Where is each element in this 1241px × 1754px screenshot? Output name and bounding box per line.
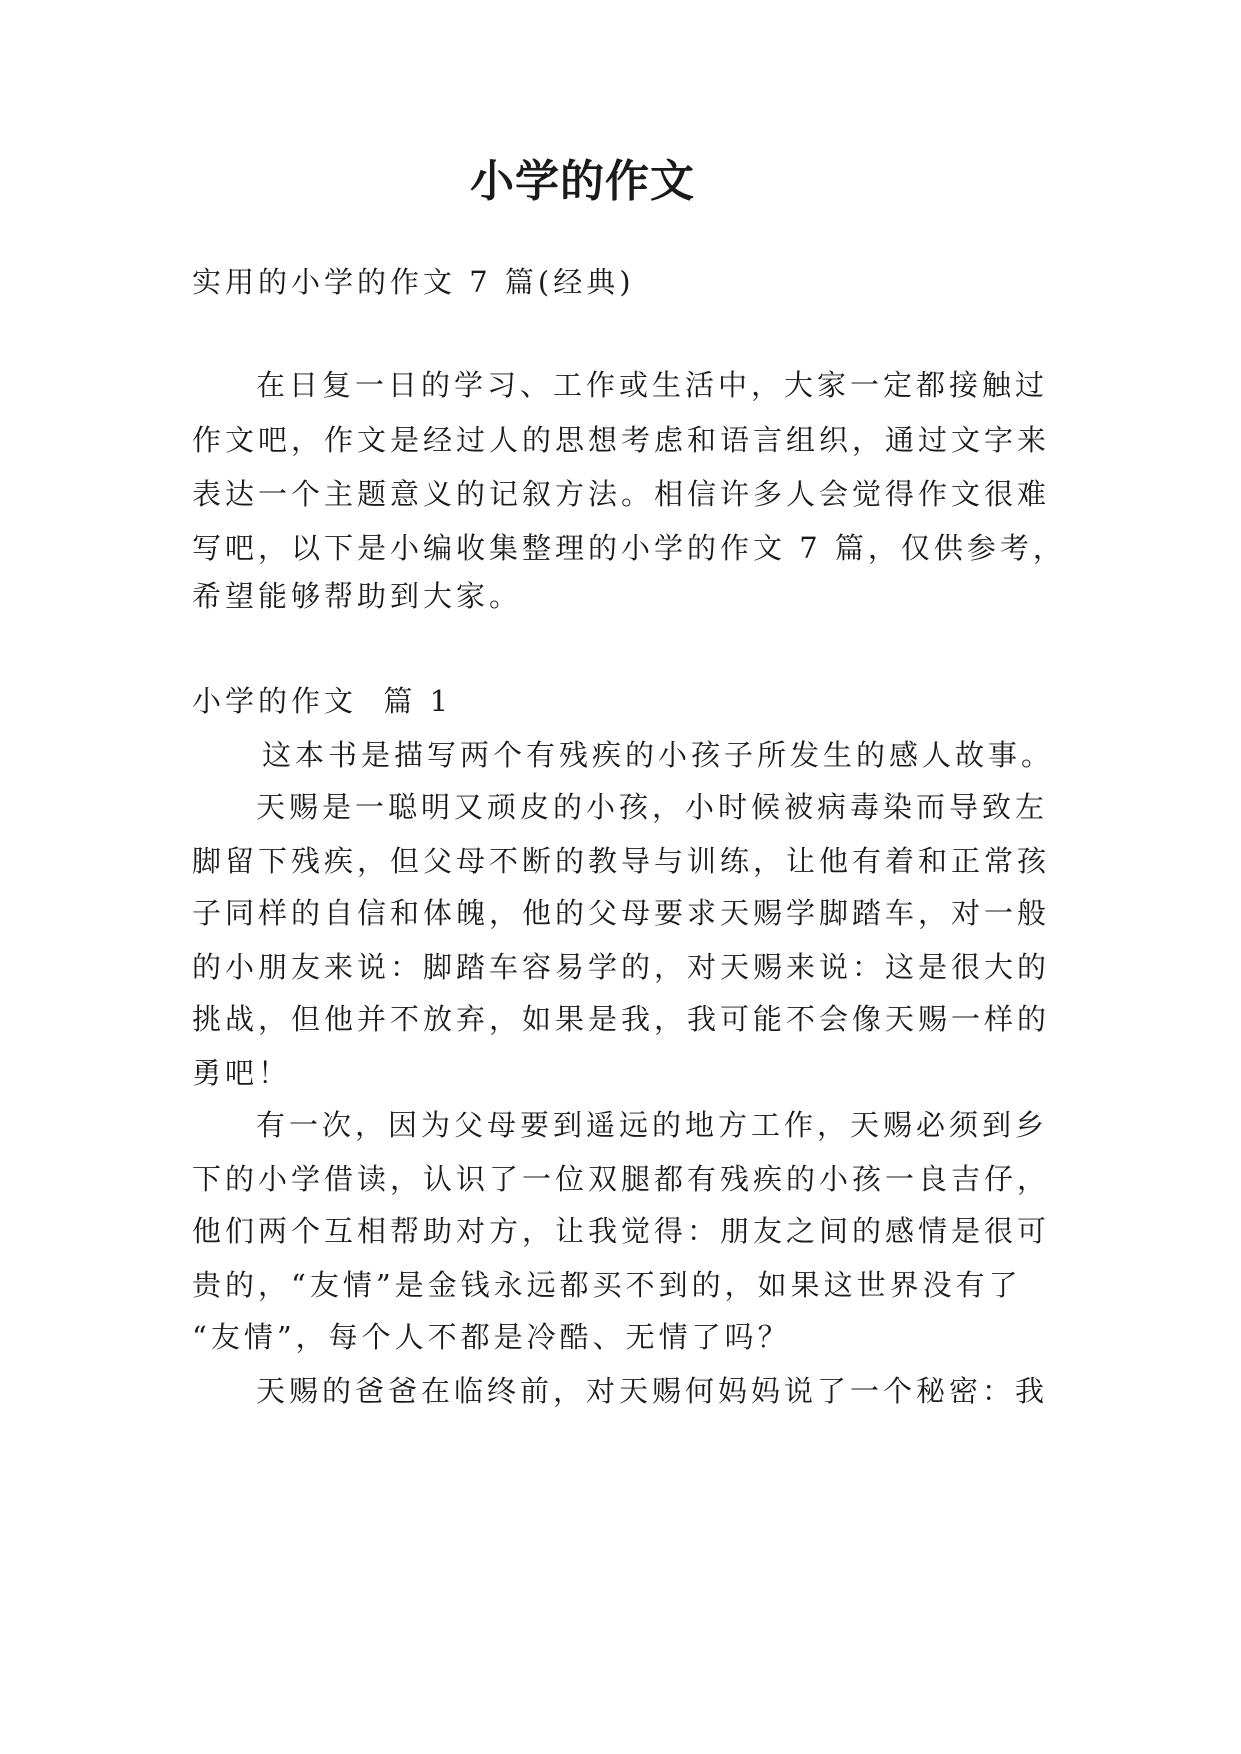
body-line: 贵的，“友情”是金钱永远都买不到的，如果这世界没有了 [192,1268,1022,1302]
body-line: 天赐是一聪明又顽皮的小孩，小时候被病毒染而导致左 [256,790,1049,824]
body-line: 的小朋友来说：脚踏车容易学的，对天赐来说：这是很大的 [192,950,1051,984]
intro-line: 在日复一日的学习、工作或生活中，大家一定都接触过 [256,368,1049,402]
body-line: 子同样的自信和体魄，他的父母要求天赐学脚踏车，对一般 [192,896,1051,930]
body-line: 勇吧！ [192,1056,292,1090]
intro-line: 作文吧，作文是经过人的思想考虑和语言组织，通过文字来 [192,423,1051,457]
body-line: 他们两个互相帮助对方，让我觉得：朋友之间的感情是很可 [192,1214,1051,1248]
body-line: 这本书是描写两个有残疾的小孩子所发生的感人故事。 [262,738,1055,772]
body-line: 下的小学借读，认识了一位双腿都有残疾的小孩一良吉仔， [192,1162,1051,1196]
body-line: “友情”，每个人不都是冷酷、无情了吗？ [192,1320,791,1354]
document-title: 小学的作文 [470,156,695,207]
intro-line: 写吧，以下是小编收集整理的小学的作文 7 篇，仅供参考， [192,531,1066,565]
body-line: 有一次，因为父母要到遥远的地方工作，天赐必须到乡 [256,1108,1049,1142]
body-line: 天赐的爸爸在临终前，对天赐何妈妈说了一个秘密：我 [256,1374,1049,1408]
document-subtitle: 实用的小学的作文 7 篇(经典) [192,265,635,299]
body-line: 脚留下残疾，但父母不断的教导与训练，让他有着和正常孩 [192,844,1051,878]
section-heading: 小学的作文 篇 1 [192,684,453,718]
body-line: 挑战，但他并不放弃，如果是我，我可能不会像天赐一样的 [192,1002,1051,1036]
intro-line: 表达一个主题意义的记叙方法。相信许多人会觉得作文很难 [192,477,1051,511]
intro-line: 希望能够帮助到大家。 [192,579,523,613]
